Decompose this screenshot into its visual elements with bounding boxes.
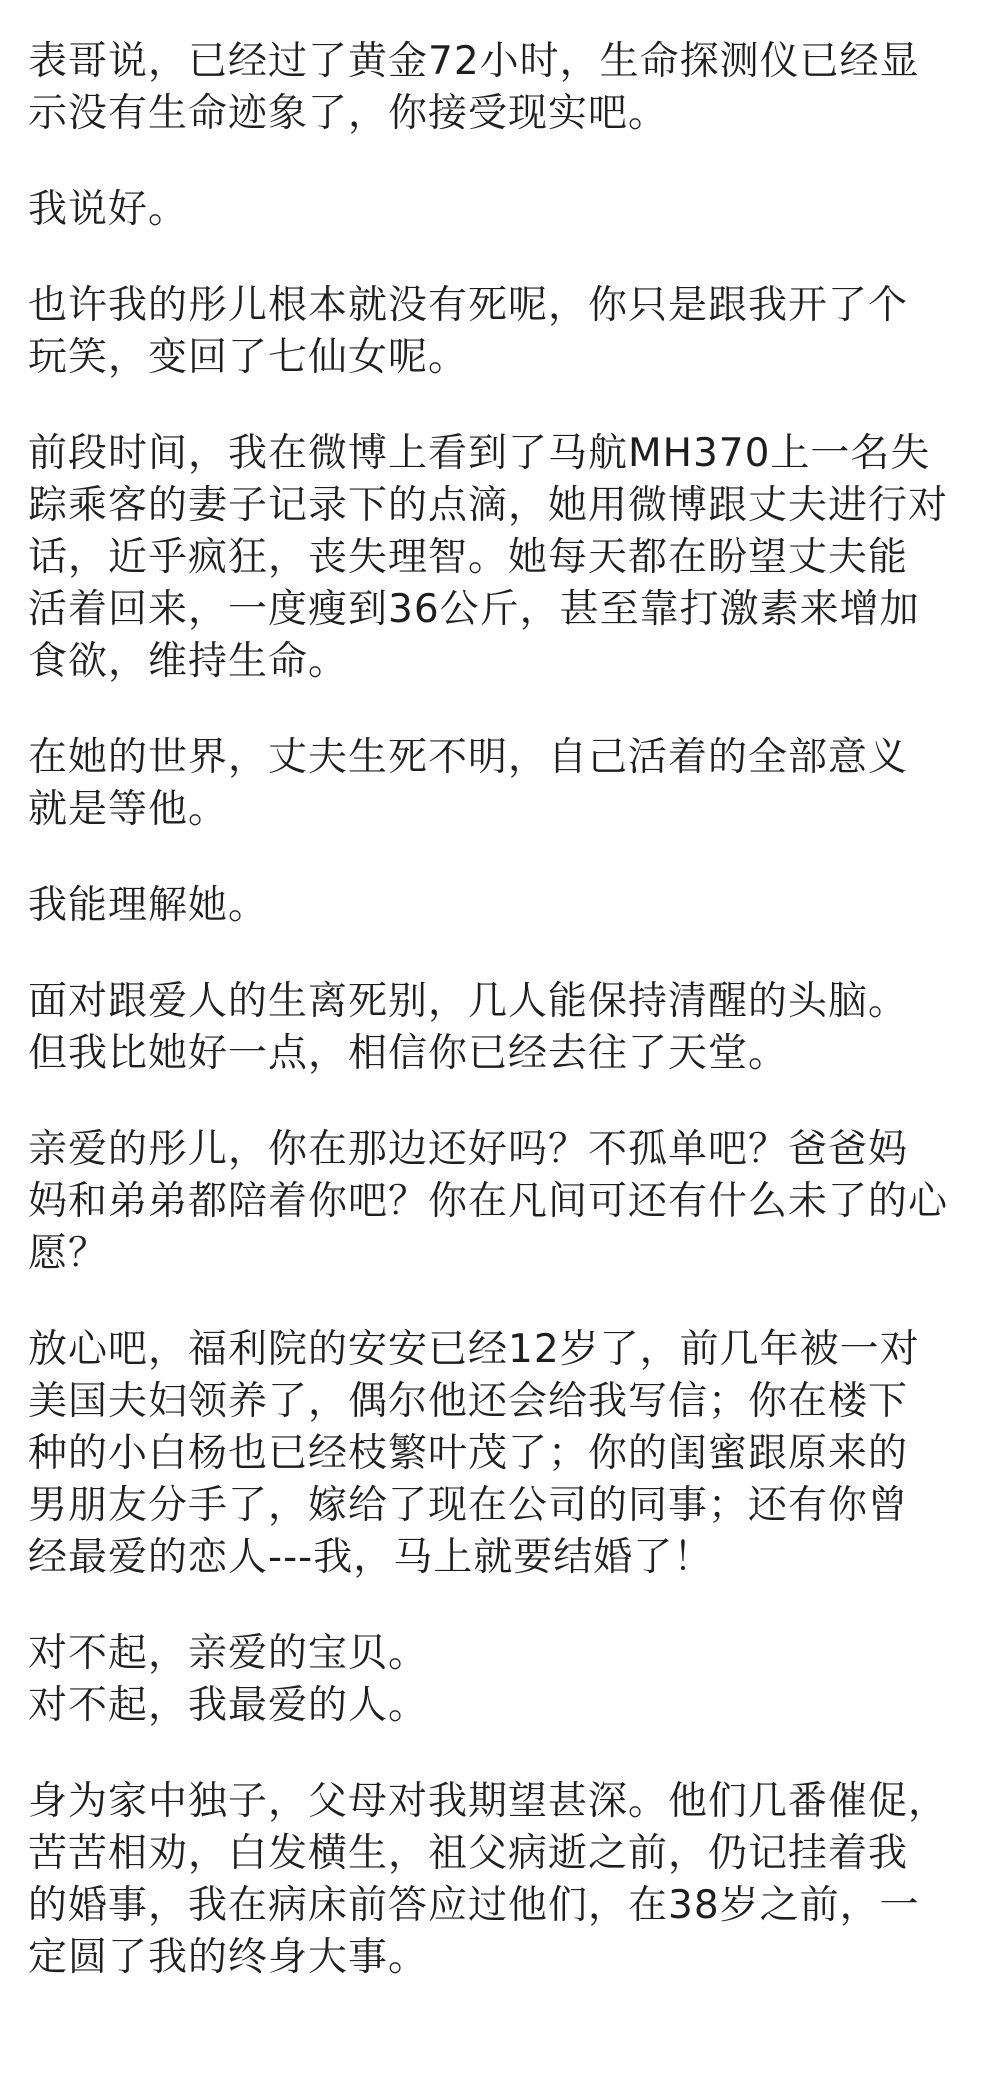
text-line: 身为家中独子，父母对我期望甚深。他们几番催促， [28, 1779, 949, 1824]
paragraph-7 [28, 976, 999, 1080]
text-line: 放心吧，福利院的安安已经12岁了，前几年被一对 [28, 1327, 920, 1372]
text-line: 我说好。 [28, 187, 189, 232]
paragraph-11 [28, 1776, 999, 1984]
paragraph-gap [28, 836, 999, 880]
text-line: 种的小白杨也已经枝繁叶茂了；你的闺蜜跟原来的 [28, 1431, 909, 1476]
text-line: 也许我的彤儿根本就没有死呢，你只是跟我开了个 [28, 283, 909, 328]
paragraph-gap [28, 140, 999, 184]
text-line: 在她的世界，丈夫生死不明，自己活着的全部意义 [28, 735, 909, 780]
text-line: 踪乘客的妻子记录下的点滴，她用微博跟丈夫进行对 [28, 483, 949, 528]
text-line: 对不起，亲爱的宝贝。 [28, 1631, 429, 1676]
paragraph-gap [28, 932, 999, 976]
text-line: 我能理解她。 [28, 883, 269, 928]
text-line: 愿？ [28, 1231, 109, 1276]
text-line: 活着回来，一度瘦到36公斤，甚至靠打激素来增加 [28, 587, 920, 632]
text-line: 但我比她好一点，相信你已经去往了天堂。 [28, 1031, 789, 1076]
text-line: 前段时间，我在微博上看到了马航MH370上一名失 [28, 431, 931, 476]
text-line: 表哥说，已经过了黄金72小时，生命探测仪已经显 [28, 39, 920, 84]
paragraph-4 [28, 428, 999, 688]
paragraph-gap [28, 1732, 999, 1776]
paragraph-1 [28, 36, 999, 140]
text-line: 定圆了我的终身大事。 [28, 1935, 429, 1980]
paragraph-9 [28, 1324, 999, 1584]
text-line: 就是等他。 [28, 787, 229, 832]
text-line: 男朋友分手了，嫁给了现在公司的同事；还有你曾 [28, 1483, 909, 1528]
text-line: 的婚事，我在病床前答应过他们，在38岁之前，一 [28, 1883, 920, 1928]
paragraph-gap [28, 1584, 999, 1628]
text-line: 对不起，我最爱的人。 [28, 1683, 429, 1728]
paragraph-8 [28, 1124, 999, 1280]
paragraph-6 [28, 880, 999, 932]
paragraph-5 [28, 732, 999, 836]
text-line: 话，近乎疯狂，丧失理智。她每天都在盼望丈夫能 [28, 535, 909, 580]
paragraph-2 [28, 184, 999, 236]
text-line: 经最爱的恋人---我，马上就要结婚了！ [28, 1535, 714, 1580]
text-line: 亲爱的彤儿，你在那边还好吗？不孤单吧？爸爸妈 [28, 1127, 909, 1172]
paragraph-10 [28, 1628, 999, 1732]
text-line: 苦苦相劝，白发横生，祖父病逝之前，仍记挂着我 [28, 1831, 909, 1876]
paragraph-gap [28, 688, 999, 732]
paragraph-3 [28, 280, 999, 384]
paragraph-gap [28, 1280, 999, 1324]
text-line: 美国夫妇领养了，偶尔他还会给我写信；你在楼下 [28, 1379, 909, 1424]
text-line: 示没有生命迹象了，你接受现实吧。 [28, 91, 669, 136]
text-line: 食欲，维持生命。 [28, 639, 349, 684]
text-line: 面对跟爱人的生离死别，几人能保持清醒的头脑。 [28, 979, 909, 1024]
paragraph-gap [28, 1080, 999, 1124]
text-line: 妈和弟弟都陪着你吧？你在凡间可还有什么未了的心 [28, 1179, 949, 1224]
paragraph-gap [28, 236, 999, 280]
text-line: 玩笑，变回了七仙女呢。 [28, 335, 469, 380]
paragraph-gap [28, 384, 999, 428]
